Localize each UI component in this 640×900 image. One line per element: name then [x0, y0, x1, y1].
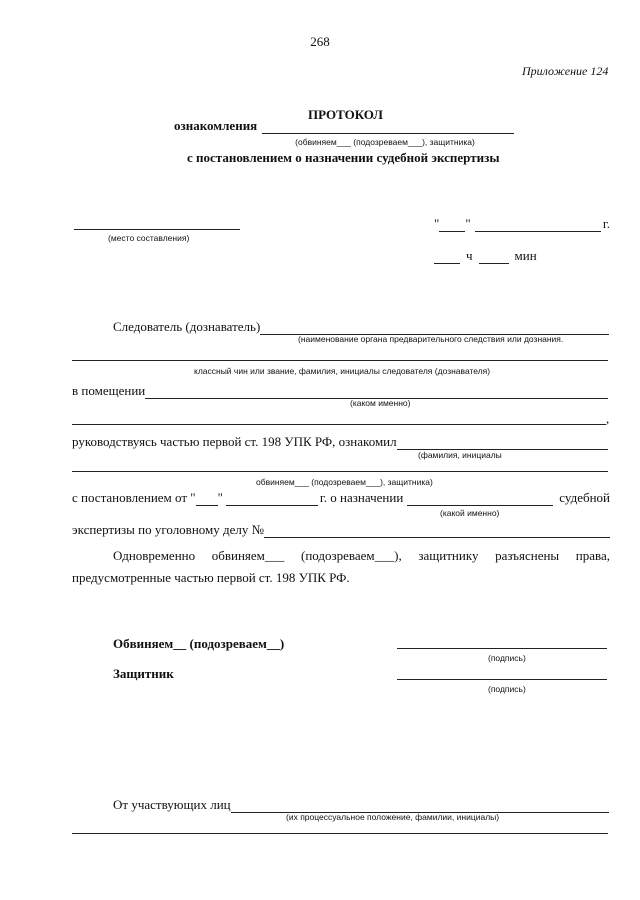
- rights-paragraph-line2: предусмотренные частью первой ст. 198 УПК РФ.: [72, 570, 350, 585]
- time-row: [434, 248, 544, 264]
- date-day-field[interactable]: [439, 220, 465, 232]
- rights-paragraph-line1: Одновременно обвиняем___ (подозреваем___), защитнику разъяснены права,: [113, 548, 610, 563]
- place-hint: (место составления): [108, 233, 190, 243]
- subtitle-familiarization-hint: (обвиняем___ (подозреваем___), защитника): [295, 137, 475, 147]
- rank-field[interactable]: [72, 360, 608, 361]
- appendix-label: Приложение 124: [522, 64, 609, 78]
- guided-label: руководствуясь частью первой ст. 198 УПК РФ, ознакомил: [72, 434, 397, 449]
- familiarized-person-field[interactable]: [397, 438, 608, 450]
- expertise-type-field[interactable]: [407, 494, 553, 506]
- minute-field[interactable]: [479, 252, 509, 264]
- defender-signature-field[interactable]: [397, 679, 607, 680]
- decree-quote-close: ": [217, 490, 223, 505]
- defender-signature-label: Защитник: [113, 666, 174, 681]
- date-close-quote: ": [465, 216, 471, 231]
- page-number: 268: [310, 34, 330, 49]
- accused-hint: обвиняем___ (подозреваем___), защитника): [256, 477, 433, 487]
- subtitle-decree: с постановлением о назначении судебной экспертизы: [187, 150, 500, 165]
- investigator-row: [113, 319, 609, 335]
- premises-label: в помещении: [72, 383, 146, 398]
- participants-label: От участвующих лиц: [113, 797, 231, 812]
- date-year-suffix: г.: [602, 216, 610, 231]
- investigator-hint: (наименование органа предварительного следствия или дознания.: [298, 334, 564, 344]
- surname-hint: (фамилия, инициалы: [418, 450, 502, 460]
- accused-signature-label: Обвиняем__ (подозреваем__): [113, 636, 285, 651]
- defender-signature-hint: (подпись): [488, 684, 526, 694]
- accused-field[interactable]: [72, 471, 608, 472]
- date-row: [434, 216, 610, 232]
- document-title: ПРОТОКОЛ: [308, 107, 383, 122]
- subtitle-familiarization-row: [174, 118, 514, 134]
- minute-label: мин: [514, 248, 537, 263]
- date-month-year-field[interactable]: [475, 220, 601, 232]
- decree-from-label: с постановлением от ": [72, 490, 196, 505]
- decree-month-year-field[interactable]: [226, 494, 318, 506]
- participants-row: [113, 797, 609, 813]
- decree-row: [72, 490, 610, 506]
- accused-signature-hint: (подпись): [488, 653, 526, 663]
- hour-label: ч: [466, 248, 473, 263]
- hour-field[interactable]: [434, 252, 460, 264]
- subtitle-familiarization-label: ознакомления: [174, 118, 258, 133]
- premises-hint: (каком именно): [350, 398, 411, 408]
- accused-signature-field[interactable]: [397, 648, 607, 649]
- premises-continuation-field[interactable]: [72, 424, 606, 425]
- premises-row: [72, 383, 608, 399]
- rank-hint: классный чин или звание, фамилия, инициалы следователя (дознавателя): [194, 366, 491, 376]
- date-open-quote: ": [434, 216, 440, 231]
- decree-day-field[interactable]: [196, 494, 218, 506]
- participants-continuation-field[interactable]: [72, 833, 608, 834]
- decree-hint: (какой именно): [440, 508, 500, 518]
- participants-hint: (их процессуальное положение, фамилии, инициалы): [286, 812, 500, 822]
- case-number-label: экспертизы по уголовному делу №: [72, 522, 265, 537]
- investigator-label: Следователь (дознаватель): [113, 319, 261, 334]
- case-number-field[interactable]: [264, 526, 610, 538]
- decree-year-label: г. о назначении: [319, 490, 404, 505]
- decree-judicial-label: судебной: [559, 490, 610, 505]
- place-field[interactable]: [74, 229, 240, 230]
- case-number-row: [72, 522, 610, 538]
- premises-comma: ,: [606, 411, 610, 426]
- guided-row: [72, 434, 608, 450]
- subtitle-familiarization-blank[interactable]: [262, 122, 514, 134]
